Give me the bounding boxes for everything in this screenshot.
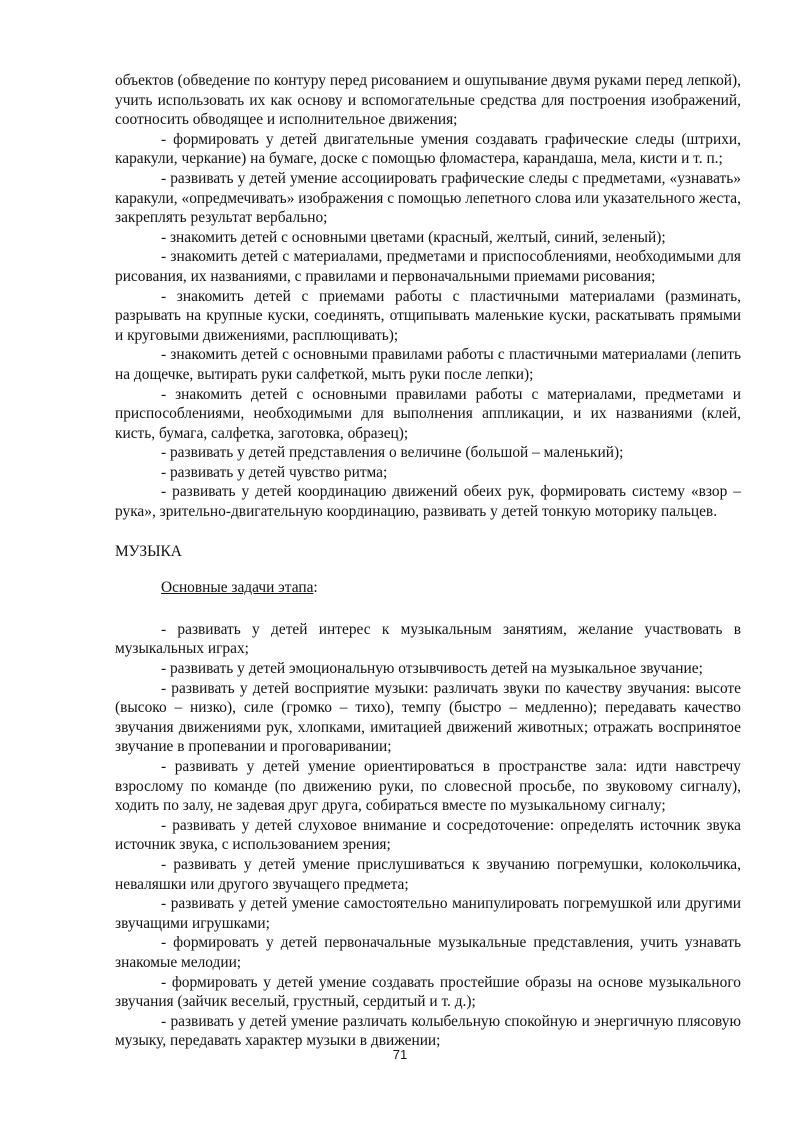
- paragraph: - знакомить детей с приемами работы с пластичными материалами (разминать, разрывать на крупные куски, соединять, отщипывать маленькие куски, раскатывать прямыми и круговыми движениями, расплющивать);: [115, 287, 741, 344]
- subheading-text: Основные задачи этапа: [161, 579, 314, 597]
- paragraph: объектов (обведение по контуру перед рисованием и ошупывание двумя руками перед лепкой), учить использовать их как основу и вспомогательные средства для построения изображений, соотносить обводящее и исполнительное движения;: [115, 72, 741, 129]
- paragraph: - знакомить детей с материалами, предметами и приспособлениями, необходимыми для рисования, их названиями, с правилами и первоначальными приемами рисования;: [115, 248, 741, 285]
- paragraph: - формировать у детей двигательные умения создавать графические следы (штрихи, каракули, черкание) на бумаге, доске с помощью фломастера, карандаша, мела, кисти и т. п.;: [115, 130, 741, 168]
- paragraph: - развивать у детей умение прислушиваться к звучанию погремушки, колокольчика, неваляшки или другого звучащего предмета;: [115, 855, 741, 893]
- paragraph: - развивать у детей координацию движений обеих рук, формировать систему «взор – рука», зрительно-двигательную координацию, развивать у детей тонкую моторику пальцев.: [115, 483, 741, 521]
- page-number: 71: [392, 1047, 408, 1062]
- paragraph: - развивать у детей слуховое внимание и сосредоточение: определять источник звука источник звука, с использованием зрения;: [115, 816, 741, 854]
- paragraph: - развивать у детей чувство ритма;: [161, 463, 388, 481]
- section-subheading: [115, 578, 741, 598]
- paragraph: - развивать у детей умение ассоциировать графические следы с предметами, «узнавать» каракули, «опредмечивать» изображения с помощью лепетного слова или указательного жеста, закреплять результат вербально;: [115, 169, 741, 227]
- page-body: [115, 71, 741, 1051]
- subheading-colon: :: [313, 579, 318, 597]
- paragraph: - развивать у детей восприятие музыки: различать звуки по качеству звучания: высоте (высоко – низко), силе (громко – тихо), темпу (быстро – медленно); передавать качество звучания движениями рук, хлопками, имитацией движений животных; отражать воспринятое звучание в пропевании и проговаривании;: [115, 679, 741, 756]
- paragraph: - развивать у детей умение самостоятельно манипулировать погремушкой или другими звучащими игрушками;: [115, 895, 741, 932]
- paragraph: - развивать у детей умение ориентироваться в пространстве зала: идти навстречу взрослому по команде (по движению руки, по словесной просьбе, по звуковому сигналу), ходить по залу, не задевая друг друга, собираться вместе по музыкальному сигналу;: [115, 758, 741, 815]
- paragraph: - знакомить детей с основными правилами работы с пластичными материалами (лепить на дощечке, вытирать руки салфеткой, мыть руки после лепки);: [115, 346, 741, 383]
- paragraph: - развивать у детей интерес к музыкальным занятиям, желание участвовать в музыкальных играх;: [115, 620, 741, 658]
- paragraph: - знакомить детей с основными цветами (красный, желтый, синий, зеленый);: [161, 228, 666, 246]
- section-heading: МУЗЫКА: [115, 542, 182, 560]
- paragraph: - знакомить детей с основными правилами работы с материалами, предметами и приспособлениями, необходимыми для выполнения аппликации, и их названиями (клей, кисть, бумага, салфетка, заготовка, образец);: [115, 385, 741, 442]
- paragraph: - развивать у детей умение различать колыбельную спокойную и энергичную плясовую музыку, передавать характер музыки в движении;: [115, 1012, 741, 1050]
- paragraph: - формировать у детей умение создавать простейшие образы на основе музыкального звучания (зайчик веселый, грустный, сердитый и т. д.);: [115, 973, 741, 1011]
- paragraph: - развивать у детей эмоциональную отзывчивость детей на музыкальное звучание;: [161, 660, 703, 678]
- paragraph: - формировать у детей первоначальные музыкальные представления, учить узнавать знакомые мелодии;: [115, 934, 741, 971]
- paragraph: - развивать у детей представления о величине (большой – маленький);: [161, 444, 624, 462]
